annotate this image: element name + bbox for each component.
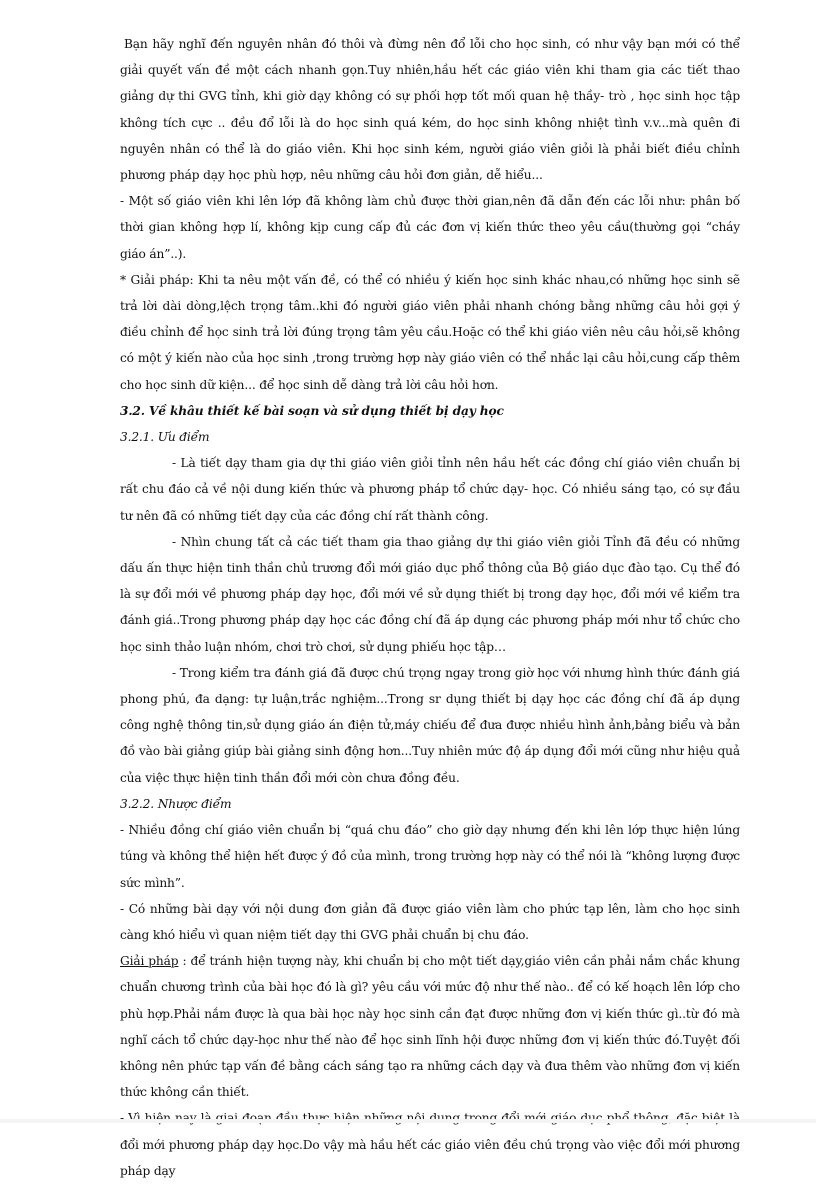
paragraph: Bạn hãy nghĩ đến nguyên nhân đó thôi và đừng nên đổ lỗi cho học sinh, có như vậy bạn mới có thể giải quyết vấn đề một cách nhanh gọn.Tuy nhiên,hầu hết các giáo viên khi tham gia các tiết thao giảng dự thi GVG tỉnh, khi giờ dạy không có sự phối hợp tốt mối quan hệ thầy- trò , học sinh học tập không tích cực .. đều đổ lỗi là do học sinh quá kém, do học sinh không nhiệt tình v.v...mà quên đi nguyên nhân có thể là do giáo viên. Khi học sinh kém, người giáo viên giỏi là phải biết điều chỉnh phương pháp dạy học phù hợp, nêu những câu hỏi đơn giản, dễ hiểu... [120, 37, 740, 183]
document-body [120, 31, 740, 1184]
solution-text: : để tránh hiện tượng này, khi chuẩn bị cho một tiết dạy,giáo viên cần phải nắm chắc khung chuẩn chương trình của bài học đó là gì? yêu cầu với mức độ như thế nào.. để có kế hoạch lên lớp cho phù hợp.Phải nắm được là qua bài học này học sinh cần đạt được những đơn vị kiến thức gì..từ đó mà nghĩ cách tổ chức dạy-học như thế nào để học sinh lĩnh hội được những đơn vị kiến thức đó.Tuyệt đối không nên phức tạp vấn đề bằng cách sáng tạo ra những cách dạy và đưa thêm vào những đơn vị kiến thức không cần thiết. [120, 954, 740, 1100]
paragraph: - Có những bài dạy với nội dung đơn giản đã được giáo viên làm cho phức tạp lên, làm cho học sinh càng khó hiểu vì quan niệm tiết dạy thi GVG phải chuẩn bị chu đáo. [120, 901, 740, 942]
paragraph: - Trong kiểm tra đánh giá đã được chú trọng ngay trong giờ học với nhưng hình thức đánh giá phong phú, đa dạng: tự luận,trắc nghiệm...Trong sr dụng thiết bị dạy học các đồng chí đã áp dụng công nghệ thông tin,sử dụng giáo án điện tử,máy chiếu để đưa được nhiều hình ảnh,bảng biểu và bản đồ vào bài giảng giúp bài giảng sinh động hơn...Tuy nhiên mức độ áp dụng đổi mới cũng như hiệu quả của việc thực hiện tinh thần đổi mới còn chưa đồng đều. [120, 665, 740, 785]
paragraph: * Giải pháp: Khi ta nêu một vấn đề, có thể có nhiều ý kiến học sinh khác nhau,có những học sinh sẽ trả lời dài dòng,lệch trọng tâm..khi đó người giáo viên phải nhanh chóng bằng những câu hỏi gợi ý điều chỉnh để học sinh trả lời đúng trọng tâm yêu cầu.Hoặc có thể khi giáo viên nêu câu hỏi,sẽ không có một ý kiến nào của học sinh ,trong trường hợp này giáo viên có thể nhắc lại câu hỏi,cung cấp thêm cho học sinh dữ kiện... để học sinh dễ dàng trả lời câu hỏi hơn. [120, 272, 740, 392]
section-heading: 3.2. Về khâu thiết kế bài soạn và sử dụng thiết bị dạy học [120, 403, 504, 418]
solution-label: Giải pháp [120, 954, 179, 969]
paragraph: - Nhiều đồng chí giáo viên chuẩn bị “quá chu đáo” cho giờ dạy nhưng đến khi lên lớp thực hiện lúng túng và không thể hiện hết được ý đồ của mình, trong trường hợp này có thể nói là “không lượng được sức mình”. [120, 823, 740, 890]
subsection-heading: 3.2.2. Nhược điểm [120, 796, 232, 811]
subsection-heading: 3.2.1. Ưu điểm [120, 430, 210, 445]
page-edge [0, 1119, 816, 1123]
paragraph: - Là tiết dạy tham gia dự thi giáo viên giỏi tỉnh nên hầu hết các đồng chí giáo viên chuẩn bị rất chu đáo cả về nội dung kiến thức và phương pháp tổ chức dạy- học. Có nhiều sáng tạo, có sự đầu tư nên đã có những tiết dạy của các đồng chí rất thành công. [120, 456, 740, 523]
paragraph: đổi mới phương pháp dạy học.Do vậy mà hầu hết các giáo viên đều chú trọng vào việc đổi mới phương pháp dạy [120, 1137, 740, 1178]
paragraph [120, 948, 740, 1105]
paragraph: - Một số giáo viên khi lên lớp đã không làm chủ được thời gian,nên đã dẫn đến các lỗi như: phân bố thời gian không hợp lí, không kịp cung cấp đủ các đơn vị kiến thức theo yêu cầu(thường gọi “cháy giáo án”..). [120, 194, 740, 261]
paragraph: - Nhìn chung tất cả các tiết tham gia thao giảng dự thi giáo viên giỏi Tỉnh đã đều có những dấu ấn thực hiện tinh thần chủ trương đổi mới giáo dục phổ thông của Bộ giáo dục đào tạo. Cụ thể đó là sự đổi mới về phương pháp dạy học, đổi mới về sử dụng thiết bị trong dạy học, đổi mới về kiểm tra đánh giá..Trong phương pháp dạy học các đồng chí đã áp dụng các phương pháp mới như tổ chức cho học sinh thảo luận nhóm, chơi trò chơi, sử dụng phiếu học tập… [120, 534, 740, 654]
